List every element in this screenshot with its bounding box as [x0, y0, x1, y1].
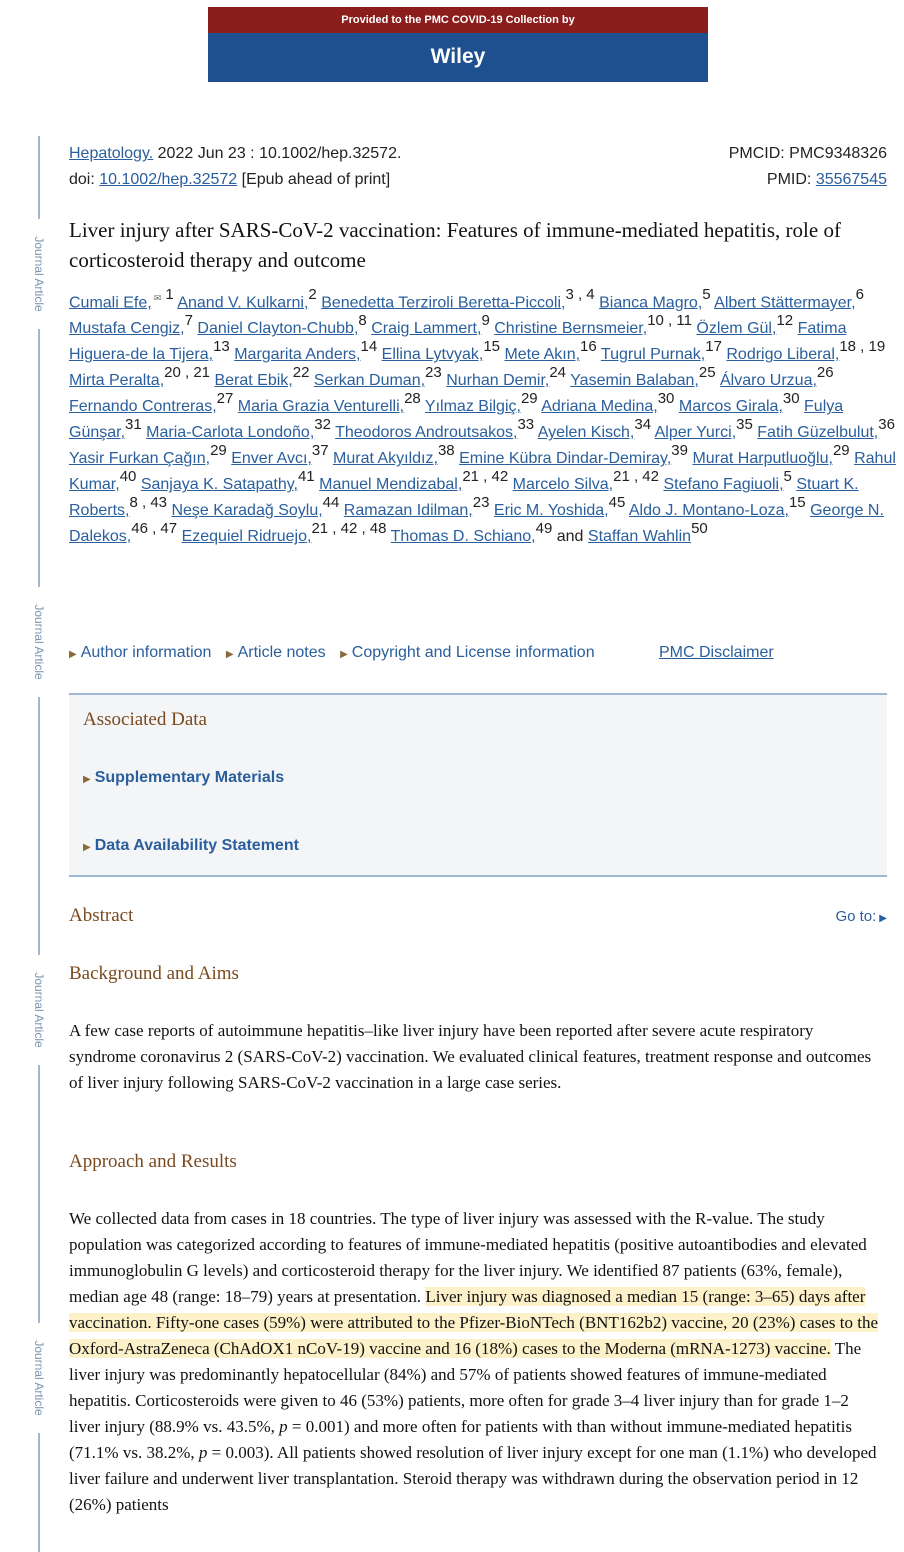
affiliation-ref[interactable]: 13 — [213, 338, 230, 355]
banner-provided-by: Provided to the PMC COVID-19 Collection by — [208, 7, 708, 33]
pmc-disclaimer-link[interactable]: PMC Disclaimer — [659, 644, 774, 661]
pmcid: PMCID: PMC9348326 — [728, 145, 887, 162]
background-aims-heading: Background and Aims — [69, 963, 239, 984]
highlighted-text: Liver injury was diagnosed a median 15 (range: 3–65) days after vaccination. Fifty-one cases (59%) were attributed to the Pfizer-BioNTech (BNT162b2) vaccine, 20 (23%) cases to the Oxford-AstraZeneca (ChAdOX1 nCoV-19) vaccine and 16 (18%) cases to the Moderna (mRNA-1273) vaccine. — [69, 1287, 878, 1358]
article-notes-toggle[interactable]: ▶ Article notes — [225, 644, 326, 661]
author-link[interactable]: Staffan Wahlin — [587, 528, 692, 546]
citation-meta — [69, 141, 887, 193]
pmc-covid-banner[interactable] — [208, 7, 708, 82]
affiliation-ref[interactable]: 36 — [878, 416, 895, 433]
author-link[interactable]: Aldo J. Montano-Loza, — [628, 502, 789, 520]
author-link[interactable]: Fernando Contreras, — [69, 398, 217, 416]
citation-date: 2022 Jun 23 : 10.1002/hep.32572. — [153, 145, 402, 162]
affiliation-ref[interactable]: 29 — [520, 390, 538, 407]
author-link[interactable]: Marcos Girala, — [678, 398, 783, 416]
author-link[interactable]: Yasir Furkan Çağın, — [69, 450, 211, 468]
author-link[interactable]: Cumali Efe, — [69, 294, 152, 312]
author-link[interactable]: Stuart K. Roberts, — [69, 476, 859, 520]
author-link[interactable]: Ramazan Idilman, — [343, 502, 473, 520]
affiliation-ref[interactable]: 27 — [216, 390, 234, 407]
affiliation-ref[interactable]: 7 — [184, 312, 193, 329]
affiliation-ref[interactable]: 37 — [311, 442, 329, 459]
affiliation-ref[interactable]: 50 — [691, 520, 708, 537]
affiliation-ref[interactable]: 25 — [698, 364, 716, 381]
affiliation-ref[interactable]: 31 — [125, 416, 142, 433]
affiliation-ref[interactable]: 8 , 43 — [129, 494, 167, 511]
supplementary-materials-toggle[interactable]: ▶ Supplementary Materials — [83, 769, 285, 786]
author-link[interactable]: Craig Lammert, — [371, 320, 482, 338]
affiliation-ref[interactable]: 21 , 42 — [613, 468, 659, 485]
associated-data-panel — [69, 695, 887, 875]
author-link[interactable]: Ezequiel Ridruejo, — [181, 528, 312, 546]
affiliation-ref[interactable]: 18 , 19 — [839, 338, 886, 355]
affiliation-ref[interactable]: 10 , 11 — [647, 312, 692, 329]
affiliation-ref[interactable]: 34 — [634, 416, 652, 433]
affiliation-ref[interactable]: 44 — [322, 494, 340, 511]
affiliation-ref[interactable]: 30 — [782, 390, 800, 407]
author-link[interactable]: Nurhan Demir, — [446, 372, 550, 390]
affiliation-ref[interactable]: 46 , 47 — [131, 520, 178, 537]
affiliation-ref[interactable]: 21 , 42 — [462, 468, 509, 485]
affiliation-ref[interactable]: 15 — [788, 494, 806, 511]
author-link[interactable]: Stefano Fagiuoli, — [663, 476, 784, 494]
author-information-toggle[interactable]: ▶ Author information — [69, 644, 212, 661]
rail-label: Journal Article — [26, 955, 52, 1065]
affiliation-ref[interactable]: 16 — [580, 338, 597, 355]
author-link[interactable]: Marcelo Silva, — [512, 476, 614, 494]
author-link[interactable]: Mirta Peralta, — [69, 372, 165, 390]
author-link[interactable]: Fulya Günşar, — [69, 398, 844, 442]
triangle-right-icon: ▶ — [225, 649, 234, 660]
abstract-heading: Abstract — [69, 905, 134, 926]
affiliation-ref[interactable]: 24 — [549, 364, 567, 381]
author-link[interactable]: Theodoros Androutsakos, — [335, 424, 518, 442]
rail-label: Journal Article — [26, 587, 52, 697]
author-link[interactable]: Özlem Gül, — [696, 320, 777, 338]
author-link[interactable]: Ellina Lytvyak, — [381, 346, 484, 364]
affiliation-ref[interactable]: 1 — [161, 286, 174, 303]
affiliation-ref[interactable]: 29 — [210, 442, 227, 459]
author-link[interactable]: George N. Dalekos, — [69, 502, 884, 546]
affiliation-ref[interactable]: 40 — [119, 468, 137, 485]
affiliation-ref[interactable]: 41 — [297, 468, 315, 485]
affiliation-ref[interactable]: 20 , 21 — [164, 364, 211, 381]
email-icon[interactable]: ✉ — [153, 293, 162, 303]
author-link[interactable]: Tugrul Purnak, — [600, 346, 706, 364]
affiliation-ref[interactable]: 12 — [776, 312, 794, 329]
author-link[interactable]: Rodrigo Liberal, — [726, 346, 840, 364]
background-aims-text: A few case reports of autoimmune hepatitis–like liver injury have been reported after severe acute respiratory syndrome coronavirus 2 (SARS-CoV-2) vaccination. We evaluated clinical features, treatment response and outcomes of liver injury following SARS-CoV-2 vaccination in a large case series. — [69, 1021, 872, 1092]
author-link[interactable]: Alper Yurci, — [654, 424, 737, 442]
rail-label: Journal Article — [26, 1323, 52, 1433]
pmid-label: PMID: — [766, 171, 816, 188]
approach-results-heading: Approach and Results — [69, 1151, 237, 1172]
affiliation-ref[interactable]: 22 — [292, 364, 310, 381]
affiliation-ref[interactable]: 28 — [404, 390, 421, 407]
author-link[interactable]: Bianca Magro, — [599, 294, 703, 312]
author-link[interactable]: Maria Grazia Venturelli, — [237, 398, 405, 416]
affiliation-ref[interactable]: 3 , 4 — [565, 286, 595, 303]
affiliation-ref[interactable]: 30 — [657, 390, 675, 407]
authors-and: and — [556, 528, 588, 546]
divider — [69, 875, 887, 877]
author-link[interactable]: Christine Bernsmeier, — [494, 320, 648, 338]
author-link[interactable]: Thomas D. Schiano, — [390, 528, 536, 546]
doi-link[interactable]: 10.1002/hep.32572 — [99, 171, 238, 188]
author-link[interactable]: Berat Ebik, — [214, 372, 293, 390]
author-link[interactable]: Manuel Mendizabal, — [319, 476, 463, 494]
affiliation-ref[interactable]: 17 — [705, 338, 722, 355]
author-link[interactable]: Serkan Duman, — [313, 372, 426, 390]
affiliation-ref[interactable]: 23 — [425, 364, 442, 381]
affiliation-ref[interactable]: 15 — [483, 338, 500, 355]
affiliation-ref[interactable]: 6 — [855, 286, 864, 303]
affiliation-ref[interactable]: 23 — [472, 494, 490, 511]
associated-data-heading: Associated Data — [83, 709, 207, 730]
epub-note: [Epub ahead of print] — [237, 171, 391, 188]
affiliation-ref[interactable]: 5 — [702, 286, 711, 303]
affiliation-ref[interactable]: 39 — [671, 442, 688, 459]
affiliation-ref[interactable]: 35 — [736, 416, 753, 433]
article-info-bar — [69, 641, 887, 667]
author-link[interactable]: Benedetta Terziroli Beretta-Piccoli, — [321, 294, 566, 312]
affiliation-ref[interactable]: 21 , 42 , 48 — [311, 520, 387, 537]
triangle-right-icon: ▶ — [69, 649, 77, 660]
affiliation-ref[interactable]: 49 — [535, 520, 553, 537]
author-link[interactable]: Adriana Medina, — [541, 398, 658, 416]
article-title: Liver injury after SARS-CoV-2 vaccination: Features of immune-mediated hepatitis, role of corticosteroid therapy and outcome — [69, 218, 841, 272]
goto-menu[interactable]: Go to: ▶ — [835, 908, 887, 925]
author-link[interactable]: Yasemin Balaban, — [570, 372, 699, 390]
affiliation-ref[interactable]: 5 — [783, 468, 792, 485]
author-link[interactable]: Sanjaya K. Satapathy, — [140, 476, 298, 494]
author-link[interactable]: Álvaro Urzua, — [720, 372, 817, 390]
affiliation-ref[interactable]: 2 — [308, 286, 317, 303]
affiliation-ref[interactable]: 29 — [832, 442, 850, 459]
affiliation-ref[interactable]: 9 — [481, 312, 490, 329]
author-link[interactable]: Daniel Clayton-Chubb, — [197, 320, 359, 338]
author-link[interactable]: Mustafa Cengiz, — [69, 320, 185, 338]
author-list — [69, 285, 899, 550]
author-link[interactable]: Eric M. Yoshida, — [493, 502, 609, 520]
pmid-link[interactable]: 35567545 — [815, 171, 887, 188]
affiliation-ref[interactable]: 33 — [517, 416, 535, 433]
rail-label: Journal Article — [26, 219, 52, 329]
journal-link[interactable]: Hepatology. — [69, 145, 154, 162]
author-link[interactable]: Emine Kübra Dindar-Demiray, — [459, 450, 672, 468]
doi-label: doi: — [69, 171, 100, 188]
data-availability-toggle[interactable]: ▶ Data Availability Statement — [83, 837, 299, 854]
author-link[interactable]: Rahul Kumar, — [69, 450, 896, 494]
banner-publisher: Wiley — [208, 33, 708, 82]
author-link[interactable]: Murat Harputluoğlu, — [692, 450, 833, 468]
affiliation-ref[interactable]: 8 — [358, 312, 367, 329]
author-link[interactable]: Murat Akyıldız, — [333, 450, 438, 468]
approach-results-text: We collected data from cases in 18 countries. The type of liver injury was assessed with the R-value. The study population was categorized according to features of immune-mediated hepatitis (positive autoantibodies and elevated immunoglobulin G levels) and corticosteroid therapy for the liver injury. We identified 87 patients (63%, female), median age 48 (range: 18–79) years at presentation. Liver injury was diagnosed a median 15 (range: 3–65) days after vaccination. Fifty-one cases (59%) were attributed to the Pfizer-BioNTech (BNT162b2) vaccine, 20 (23%) cases to the Oxford-AstraZeneca (ChAdOX1 nCoV-19) vaccine and 16 (18%) cases to the Moderna (mRNA-1273) vaccine. The liver injury was predominantly hepatocellular (84%) and 57% of patients showed features of immune-mediated hepatitis. Corticosteroids were given to 46 (53%) patients, more often for grade 3–4 liver injury than for grade 1–2 liver injury (88.9% vs. 43.5%, p = 0.001) and more often for patients with than without immune-mediated hepatitis (71.1% vs. 38.2%, p = 0.003). All patients showed resolution of liver injury except for one man (1.1%) who developed liver failure and underwent liver transplantation. Steroid therapy was withdrawn during the observation period in 12 (26%) patients — [69, 1209, 878, 1514]
affiliation-ref[interactable]: 32 — [314, 416, 331, 433]
triangle-right-icon: ▶ — [83, 842, 91, 853]
author-link[interactable]: Enver Avcı, — [231, 450, 312, 468]
author-link[interactable]: Yılmaz Bilgiç, — [424, 398, 521, 416]
author-link[interactable]: Ayelen Kisch, — [537, 424, 635, 442]
triangle-right-icon: ▶ — [340, 649, 348, 660]
copyright-toggle[interactable]: ▶ Copyright and License information — [340, 644, 595, 661]
affiliation-ref[interactable]: 14 — [360, 338, 378, 355]
author-link[interactable]: Maria-Carlota Londoño, — [146, 424, 315, 442]
author-link[interactable]: Mete Akın, — [504, 346, 581, 364]
author-link[interactable]: Fatih Güzelbulut, — [757, 424, 879, 442]
author-link[interactable]: Anand V. Kulkarni, — [177, 294, 309, 312]
triangle-right-icon: ▶ — [83, 774, 91, 785]
triangle-right-icon: ▶ — [879, 913, 887, 924]
author-link[interactable]: Albert Stättermayer, — [714, 294, 856, 312]
author-link[interactable]: Fatima Higuera-de la Tijera, — [69, 320, 847, 364]
author-link[interactable]: Margarita Anders, — [234, 346, 361, 364]
author-link[interactable]: Neşe Karadağ Soylu, — [171, 502, 323, 520]
affiliation-ref[interactable]: 38 — [437, 442, 455, 459]
affiliation-ref[interactable]: 26 — [816, 364, 834, 381]
affiliation-ref[interactable]: 45 — [608, 494, 626, 511]
